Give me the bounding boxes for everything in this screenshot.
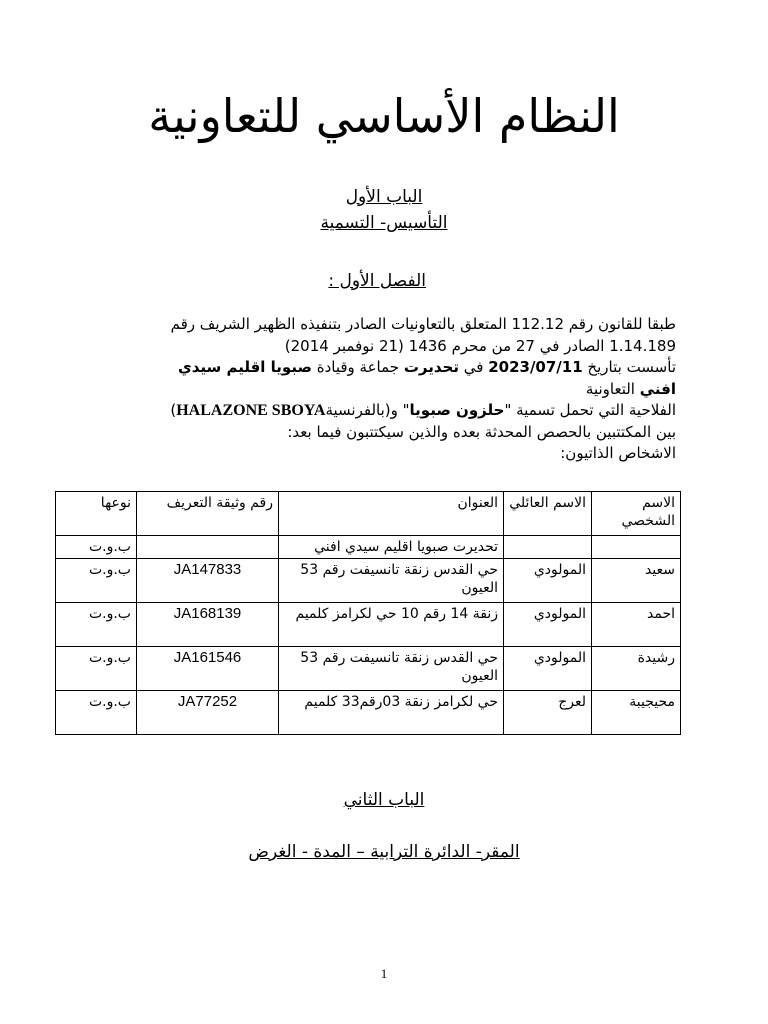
intro-line-3a: تأسست بتاريخ (582, 358, 676, 376)
part1-subheading: التأسيس- التسمية (320, 213, 448, 233)
members-table-body (56, 536, 681, 735)
cell-family-name: لعرج (504, 691, 592, 735)
cell-address: تحديرت صبويا اقليم سيدي افني (279, 536, 504, 559)
intro-line-3 (152, 357, 676, 400)
cell-id-number: JA147833 (137, 559, 279, 603)
cell-address: حي لكرامز زنقة 03رقم33 كلميم (279, 691, 504, 735)
coop-name-arabic: حلزون صبويا (409, 401, 505, 419)
cell-id-type: ب.و.ت (56, 559, 137, 603)
cell-id-number: JA161546 (137, 647, 279, 691)
cell-family-name: المولودي (504, 647, 592, 691)
intro-line-1: طبقا للقانون رقم 112.12 المتعلق بالتعاونيات الصادر بتنفيذه الظهير الشريف رقم (170, 315, 676, 333)
header-id-number: رقم وثيقة التعريف (137, 492, 279, 536)
intro-line-2: 1.14.189 الصادر في 27 من محرم 1436 (21 نوفمبر 2014) (284, 336, 676, 355)
header-address: العنوان (279, 492, 504, 536)
chapter1-heading: الفصل الأول : (328, 271, 426, 291)
header-id-type: نوعها (56, 492, 137, 536)
page-number: 1 (380, 966, 388, 981)
cell-id-type: ب.و.ت (56, 536, 137, 559)
cell-first-name: محيجيبة (592, 691, 681, 735)
table-row (56, 536, 681, 559)
cell-first-name (592, 536, 681, 559)
cell-first-name: رشيدة (592, 647, 681, 691)
place-name-1: تحديرت (403, 358, 459, 376)
cell-first-name: سعيد (592, 559, 681, 603)
cell-family-name: المولودي (504, 559, 592, 603)
cell-address: زنقة 14 رقم 10 حي لكرامز كلميم (279, 603, 504, 647)
coop-name-french: HALAZONE SBOYA (176, 402, 326, 419)
intro-line-6: الاشخاص الذاتيون: (560, 444, 676, 462)
table-row (56, 603, 681, 647)
cell-address: حي القدس زنقة تانسيفت رقم 53 العيون (279, 647, 504, 691)
intro-line-3b: في (458, 358, 489, 376)
cell-id-number: JA168139 (137, 603, 279, 647)
founding-date: 2023/07/11 (488, 358, 583, 376)
intro-line-4 (152, 400, 676, 422)
part2-subheading: المقر- الدائرة الترابية – المدة - الغرض (248, 842, 520, 862)
document-title: النظام الأساسي للتعاونية (148, 89, 620, 143)
intro-line-3d: التعاونية (585, 379, 640, 398)
header-first-name: الاسم الشخصي (592, 492, 681, 536)
intro-line-4b: " و(بالفرنسية (325, 401, 410, 419)
intro-line-4a: الفلاحية التي تحمل تسمية " (504, 401, 676, 419)
cell-id-number (137, 536, 279, 559)
cell-id-number: JA77252 (137, 691, 279, 735)
part1-heading: الباب الأول (345, 187, 423, 207)
cell-family-name: المولودي (504, 603, 592, 647)
part2-heading: الباب الثاني (343, 790, 425, 810)
members-table (55, 491, 681, 735)
cell-id-type: ب.و.ت (56, 691, 137, 735)
table-row (56, 559, 681, 603)
cell-id-type: ب.و.ت (56, 647, 137, 691)
cell-id-type: ب.و.ت (56, 603, 137, 647)
cell-first-name: احمد (592, 603, 681, 647)
cell-family-name (504, 536, 592, 559)
table-header-row (56, 492, 681, 536)
header-family-name: الاسم العائلي (504, 492, 592, 536)
table-row (56, 691, 681, 735)
intro-line-3c: جماعة وقيادة (311, 358, 404, 376)
intro-line-5: بين المكتتبين بالحصص المحدثة بعده والذين سيكتتبون فيما بعد: (287, 422, 676, 441)
cell-address: حي القدس زنقة تانسيفت رقم 53 العيون (279, 559, 504, 603)
place-name-2: صبويا اقليم سيدي افني (177, 358, 676, 398)
intro-line-4c: ) (170, 401, 177, 419)
intro-paragraph (152, 314, 676, 465)
table-row (56, 647, 681, 691)
